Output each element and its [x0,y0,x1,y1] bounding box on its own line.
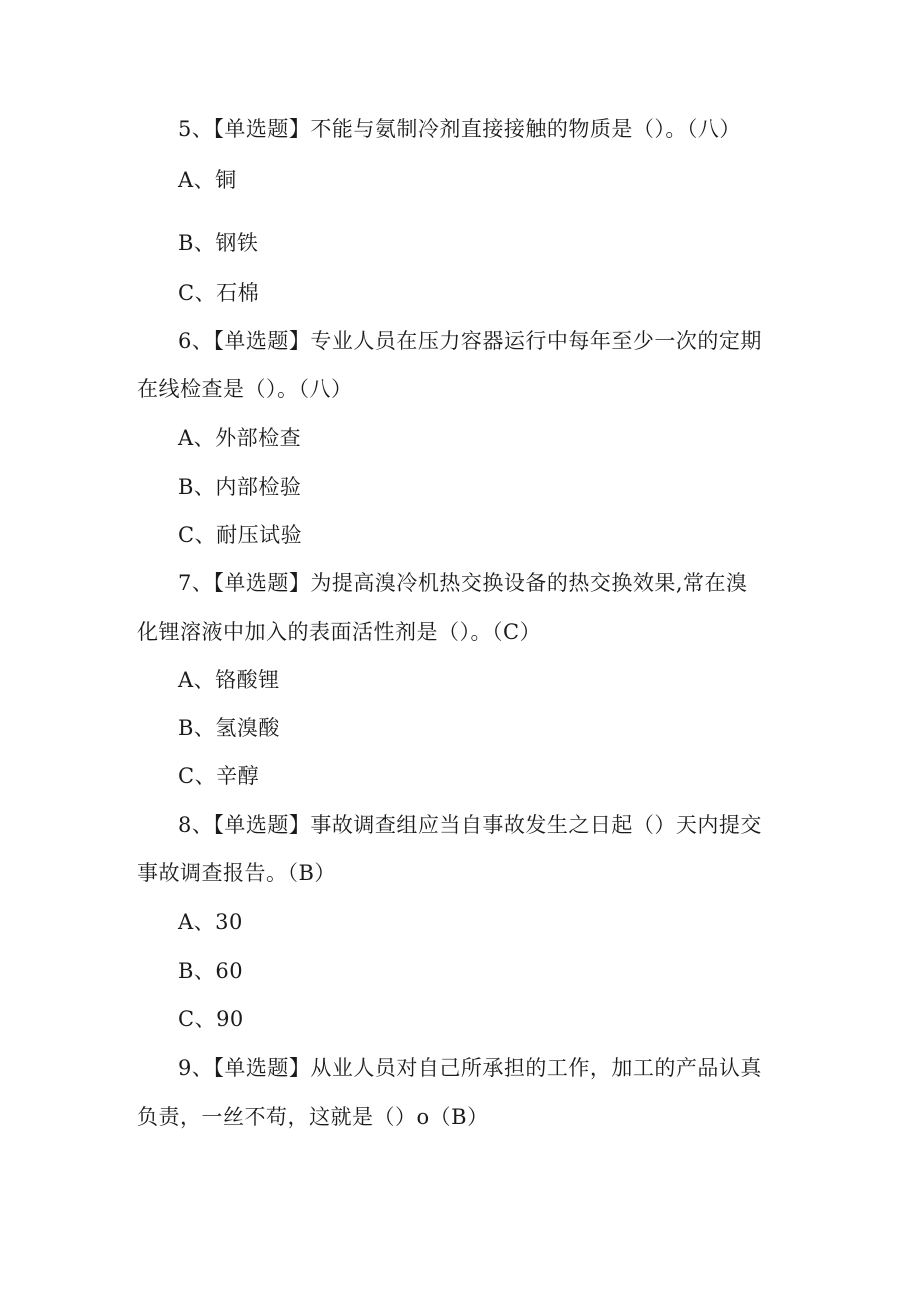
question-6-text-continued: 在线检查是（）。（八） [137,377,353,401]
question-5-option-b: B、钢铁 [178,231,259,255]
question-5-option-a: A、铜 [178,168,237,192]
question-7-option-c: C、辛醇 [178,764,260,788]
question-9-text: 9、【单选题】从业人员对自己所承担的工作，加工的产品认真 [178,1056,762,1080]
question-7-option-a: A、铬酸锂 [178,668,280,692]
question-7-option-b: B、氢溴酸 [178,716,280,740]
question-8-option-a: A、30 [178,910,243,934]
question-7-text-continued: 化锂溶液中加入的表面活性剂是（）。（C） [137,620,542,644]
question-5-text: 5、【单选题】不能与氨制冷剂直接接触的物质是（）。（八） [178,117,741,141]
question-7-text: 7、【单选题】为提高溴冷机热交换设备的热交换效果,常在溴 [178,571,748,595]
question-5-option-c: C、石棉 [178,281,260,305]
question-6-option-a: A、外部检查 [178,426,302,450]
question-8-option-c: C、90 [178,1007,244,1031]
question-6-option-c: C、耐压试验 [178,523,303,547]
question-8-text: 8、【单选题】事故调查组应当自事故发生之日起（）天内提交 [178,813,762,837]
question-6-text: 6、【单选题】专业人员在压力容器运行中每年至少一次的定期 [178,329,762,353]
question-9-text-continued: 负责，一丝不苟，这就是（）o（B） [137,1105,489,1129]
question-6-option-b: B、内部检验 [178,475,302,499]
question-8-text-continued: 事故调查报告。（B） [137,861,336,885]
question-8-option-b: B、60 [178,959,244,983]
